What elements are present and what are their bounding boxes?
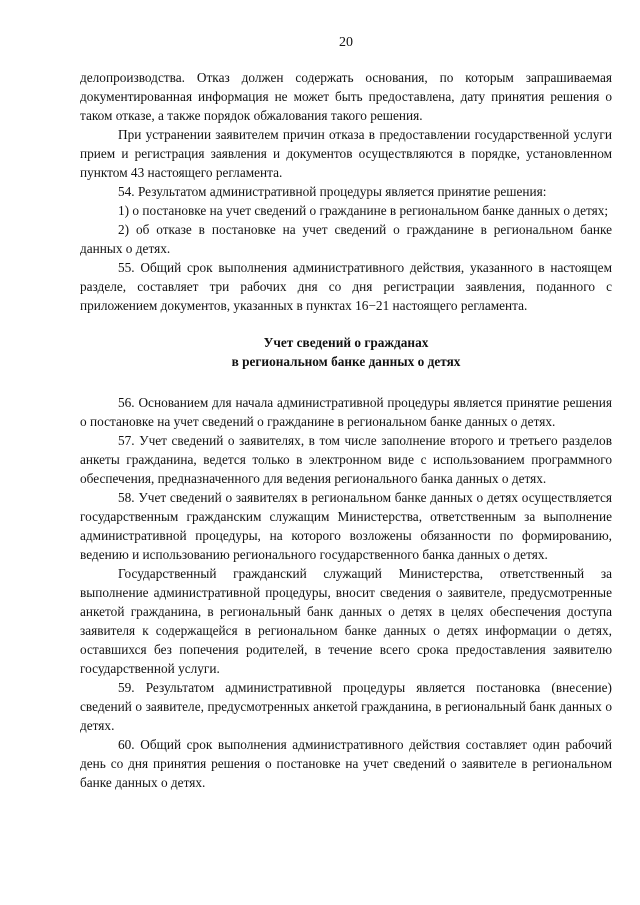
- paragraph-59: 59. Результатом административной процедуры является постановка (внесение) сведений о заявителе, предусмотренных анкетой гражданина, в региональный банк данных о детях.: [80, 680, 612, 733]
- section-heading-line-1: Учет сведений о гражданах: [263, 335, 429, 350]
- paragraph-refusal-elimination: При устранении заявителем причин отказа в предоставлении государственной услуги прием и регистрация заявления и документов осуществляются в порядке, установленном пунктом 43 настоящего регламента.: [80, 127, 612, 180]
- paragraph-54-item-2: 2) об отказе в постановке на учет сведений о гражданине в региональном банке данных о детях.: [80, 222, 612, 256]
- page-number: 20: [339, 35, 353, 50]
- paragraph-57: 57. Учет сведений о заявителях, в том числе заполнение второго и третьего разделов анкеты гражданина, ведется только в электронном виде с использованием программного обеспечения, предназначенного для ведения регионального банка данных о детях.: [80, 433, 612, 486]
- document-page: [80, 34, 612, 792]
- paragraph-54: 54. Результатом административной процедуры является принятие решения:: [118, 184, 547, 199]
- paragraph-54-item-1: 1) о постановке на учет сведений о гражданине в региональном банке данных о детях;: [118, 203, 609, 218]
- paragraph-56: 56. Основанием для начала административной процедуры является принятие решения о постановке на учет сведений о гражданине в региональном банке данных о детях.: [80, 395, 612, 429]
- paragraph-60: 60. Общий срок выполнения административного действия составляет один рабочий день со дня принятия решения о постановке на учет сведений о заявителе в региональном банке данных о детях.: [80, 737, 612, 790]
- section-heading-line-2: в региональном банке данных о детях: [231, 354, 461, 369]
- section-heading: [80, 333, 612, 371]
- paragraph-continuation: делопроизводства. Отказ должен содержать основания, по которым запрашиваемая документированная информация не может быть предоставлена, дату принятия решения о таком отказе, а также порядок обжалования такого решения.: [80, 70, 612, 123]
- paragraph-58: 58. Учет сведений о заявителях в региональном банке данных о детях осуществляется государственным гражданским служащим Министерства, ответственным за выполнение административной процедуры, на которого возложены обязанности по формированию, ведению и использованию регионального государственного банка данных о детях.: [80, 490, 612, 562]
- paragraph-55: 55. Общий срок выполнения административного действия, указанного в настоящем разделе, составляет три рабочих дня со дня регистрации заявления, поданного с приложением документов, указанных в пунктах 16−21 настоящего регламента.: [80, 260, 612, 313]
- paragraph-58-continuation: Государственный гражданский служащий Министерства, ответственный за выполнение административной процедуры, вносит сведения о заявителе, предусмотренные анкетой гражданина, в региональный банк данных о детях в целях обеспечения доступа заявителя к содержащейся в региональном банке данных о детях информации о детях, оставшихся без попечения родителей, в течение всего срока предоставления заявителю государственной услуги.: [80, 566, 612, 676]
